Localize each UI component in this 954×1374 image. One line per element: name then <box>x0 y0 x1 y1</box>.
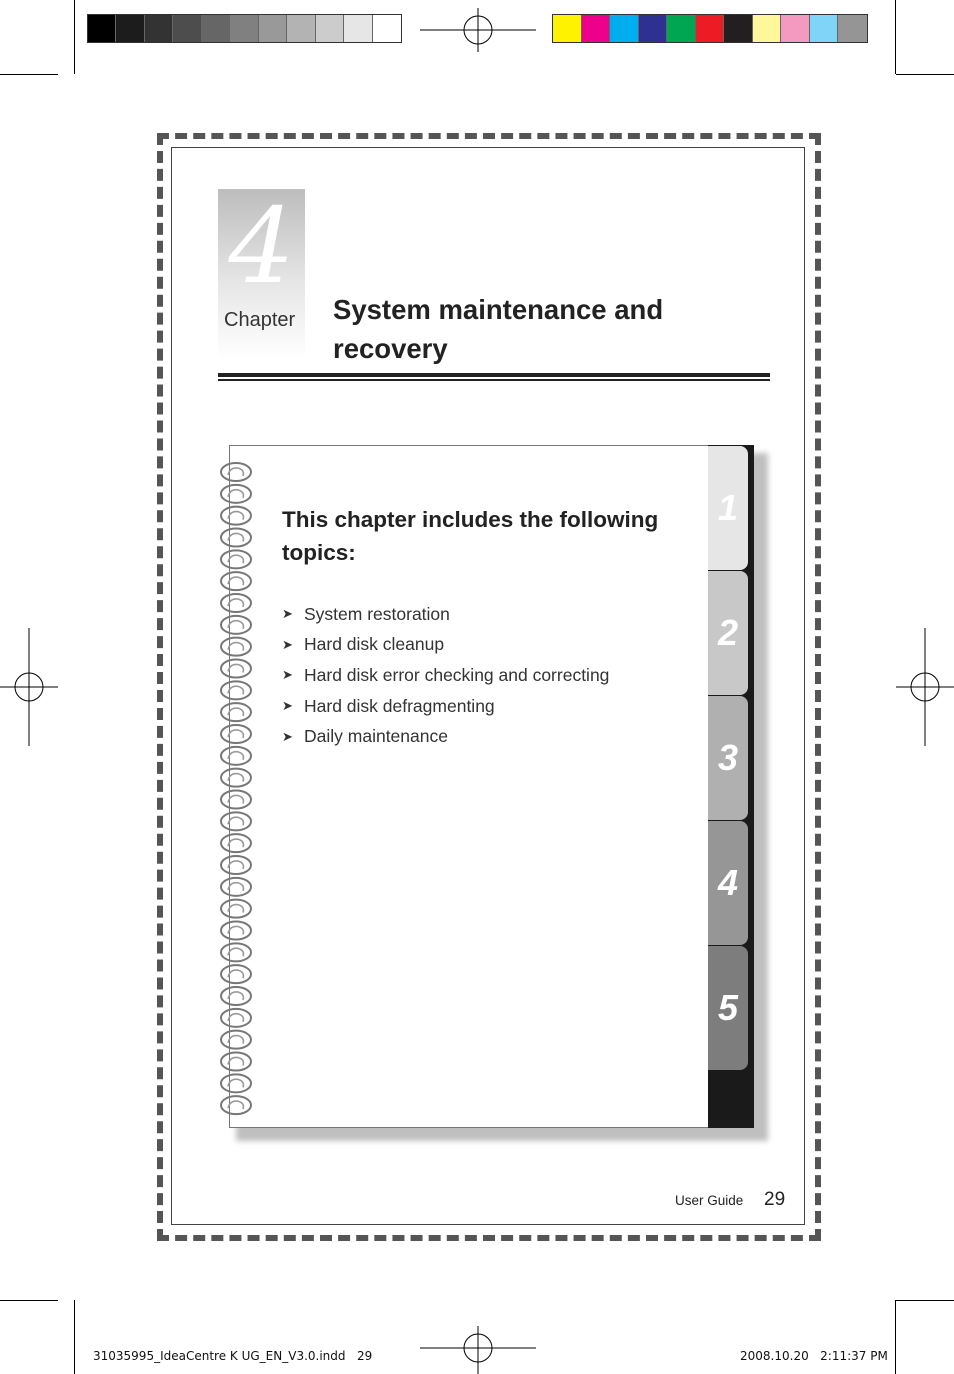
registration-mark-icon <box>420 1326 536 1374</box>
tab-number: 3 <box>717 737 739 778</box>
grayscale-color-bar <box>87 14 402 43</box>
topic-label: Hard disk cleanup <box>304 634 445 655</box>
list-item <box>282 630 609 661</box>
color-swatch <box>316 15 344 42</box>
notebook-tab-5 <box>708 946 748 1070</box>
footer-label: User Guide <box>675 1193 744 1208</box>
crop-mark <box>895 0 896 74</box>
topic-label: Daily maintenance <box>304 726 448 747</box>
page-number: 29 <box>764 1189 786 1210</box>
spiral-ring-icon <box>221 1009 251 1027</box>
tab-number: 4 <box>717 862 739 903</box>
list-item <box>282 660 609 691</box>
spiral-ring-icon <box>221 485 251 503</box>
list-item <box>282 599 609 630</box>
slug-filename: 31035995_IdeaCentre K UG_EN_V3.0.indd 29 <box>93 1349 373 1363</box>
spiral-ring-icon <box>221 747 251 765</box>
spiral-ring-icon <box>221 943 251 961</box>
crop-mark <box>895 1300 896 1374</box>
spiral-ring-icon <box>221 1096 251 1114</box>
color-swatch <box>173 15 201 42</box>
color-swatch <box>230 15 258 42</box>
color-swatch <box>667 15 696 42</box>
process-color-bar <box>552 14 868 43</box>
spiral-ring-icon <box>221 681 251 699</box>
arrow-bullet-icon: ➤ <box>282 698 293 714</box>
topic-label: Hard disk defragmenting <box>304 695 495 716</box>
crop-mark <box>0 1300 58 1301</box>
arrow-bullet-icon: ➤ <box>282 606 293 622</box>
topic-list <box>282 599 609 752</box>
spiral-ring-icon <box>221 529 251 547</box>
tab-number: 2 <box>717 612 739 653</box>
color-swatch <box>116 15 144 42</box>
spiral-ring-icon <box>221 769 251 787</box>
color-swatch <box>696 15 725 42</box>
crop-mark <box>74 0 75 74</box>
color-swatch <box>781 15 810 42</box>
topic-label: System restoration <box>304 603 450 624</box>
title-rule <box>218 379 770 381</box>
spiral-ring-icon <box>221 987 251 1005</box>
crop-mark <box>74 1300 75 1374</box>
spiral-ring-icon <box>221 965 251 983</box>
spiral-ring-icon <box>221 638 251 656</box>
color-swatch <box>202 15 230 42</box>
color-swatch <box>838 15 867 42</box>
color-swatch <box>373 15 401 42</box>
color-swatch <box>88 15 116 42</box>
spiral-ring-icon <box>221 725 251 743</box>
crop-mark <box>896 74 954 75</box>
topic-label: Hard disk error checking and correcting <box>304 664 610 685</box>
registration-mark-icon <box>0 628 58 746</box>
spiral-ring-icon <box>221 900 251 918</box>
crop-mark <box>0 74 58 75</box>
notebook-tab-2 <box>708 571 748 695</box>
list-item <box>282 691 609 722</box>
spiral-ring-icon <box>221 1031 251 1049</box>
crop-mark <box>896 1300 954 1301</box>
chapter-label: Chapter <box>224 309 296 331</box>
color-swatch <box>753 15 782 42</box>
arrow-bullet-icon: ➤ <box>282 728 293 744</box>
slug-timestamp: 2008.10.20 2:11:37 PM <box>740 1349 888 1363</box>
notebook-tab-3 <box>708 696 748 820</box>
spiral-ring-icon <box>221 507 251 525</box>
color-swatch <box>639 15 668 42</box>
color-swatch <box>259 15 287 42</box>
spiral-ring-icon <box>221 1074 251 1092</box>
spiral-ring-icon <box>221 660 251 678</box>
color-swatch <box>724 15 753 42</box>
registration-mark-icon <box>896 628 954 746</box>
title-rule <box>218 373 770 377</box>
spiral-ring-icon <box>221 791 251 809</box>
spiral-ring-icon <box>221 922 251 940</box>
spiral-ring-icon <box>221 812 251 830</box>
tab-number: 1 <box>717 487 739 528</box>
spiral-ring-icon <box>221 594 251 612</box>
spiral-ring-icon <box>221 878 251 896</box>
color-swatch <box>582 15 611 42</box>
list-item <box>282 721 609 752</box>
spiral-ring-icon <box>221 463 251 481</box>
spiral-ring-icon <box>221 834 251 852</box>
notebook-tab-4 <box>708 821 748 945</box>
color-swatch <box>610 15 639 42</box>
spiral-ring-icon <box>221 616 251 634</box>
color-swatch <box>287 15 315 42</box>
registration-mark-icon <box>420 8 536 52</box>
chapter-number: 4 <box>228 185 295 307</box>
topics-heading: This chapter includes the following topics: <box>282 507 659 565</box>
arrow-bullet-icon: ➤ <box>282 667 293 683</box>
spiral-ring-icon <box>221 856 251 874</box>
spiral-ring-icon <box>221 572 251 590</box>
spiral-binding-icon <box>219 462 255 1117</box>
spiral-ring-icon <box>221 550 251 568</box>
tab-number: 5 <box>717 987 739 1028</box>
chapter-title: System maintenance and recovery <box>333 294 664 364</box>
chapter-number-box <box>218 185 305 359</box>
color-swatch <box>145 15 173 42</box>
spiral-ring-icon <box>221 1053 251 1071</box>
color-swatch <box>553 15 582 42</box>
color-swatch <box>344 15 372 42</box>
spiral-ring-icon <box>221 703 251 721</box>
arrow-bullet-icon: ➤ <box>282 636 293 652</box>
color-swatch <box>810 15 839 42</box>
notebook-tab-1 <box>708 446 748 570</box>
